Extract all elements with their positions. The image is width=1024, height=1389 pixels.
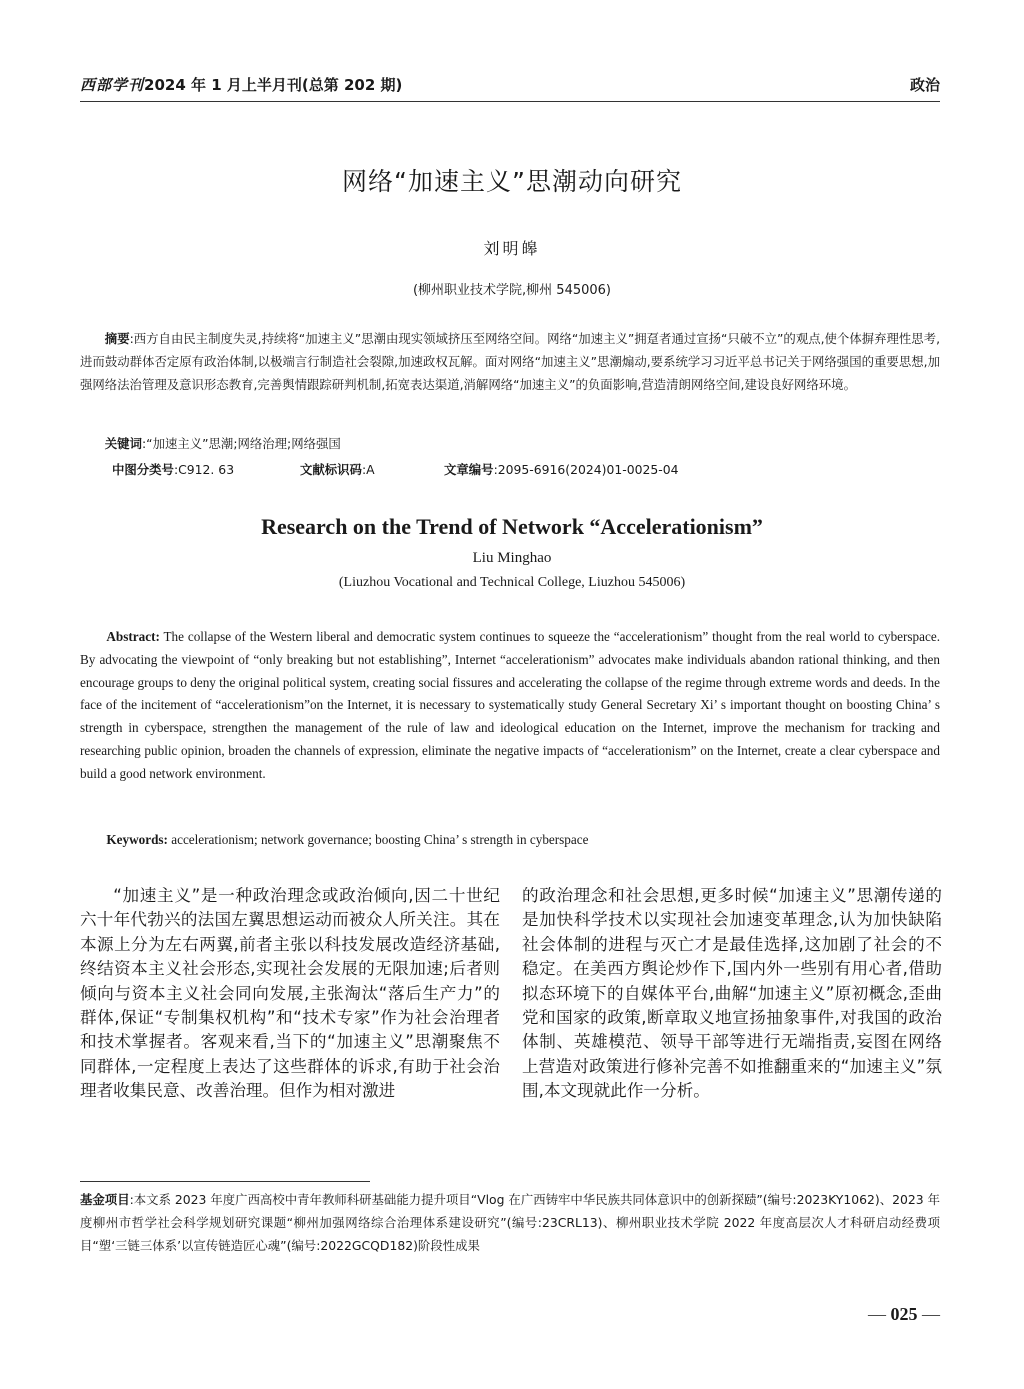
abstract-en <box>80 626 940 786</box>
body-column-right: 的政治理念和社会思想,更多时候“加速主义”思潮传递的是加快科学技术以实现社会加速变革理念,认为加快缺陷社会体制的进程与灭亡才是最佳选择,这加剧了社会的不稳定。在美西方舆论炒作下,国内外一些别有用心者,借助拟态环境下的自媒体平台,曲解“加速主义”原初概念,歪曲党和国家的政策,断章取义地宣扬抽象事件,对我国的政治体制、英雄模范、领导干部等进行无端指责,妄图在网络上营造对政策进行修补完善不如推翻重来的“加速主义”氛围,本文现就此作一分析。 <box>522 886 942 1101</box>
page-number-dash-left: — <box>868 1304 891 1324</box>
article-title-cn: 网络“加速主义”思潮动向研究 <box>342 167 682 196</box>
doc-code-value: :A <box>361 462 375 477</box>
body-column-left <box>80 884 500 1104</box>
keywords-cn-label: 关键词 <box>104 436 142 451</box>
journal-name <box>80 74 402 95</box>
keywords-cn <box>80 434 940 452</box>
keywords-cn-text: :“加速主义”思潮;网络治理;网络强国 <box>141 436 341 451</box>
page-number-dash-right: — <box>917 1304 940 1324</box>
abstract-en-label: Abstract: <box>106 629 160 644</box>
page-number <box>868 1304 940 1325</box>
article-no-label: 文章编号 <box>444 462 494 477</box>
keywords-en-text: accelerationism; network governance; boosting China’ s strength in cyberspace <box>167 832 589 847</box>
article-title-en: Research on the Trend of Network “Accelerationism” <box>261 514 763 539</box>
page-number-value: 025 <box>890 1304 918 1324</box>
article-no-value: :2095-6916(2024)01-0025-04 <box>493 462 679 477</box>
document-code <box>300 460 375 478</box>
journal-issue: 2024 年 1 月上半月刊(总第 202 期) <box>144 76 403 94</box>
clc-value: :C912. 63 <box>173 462 235 477</box>
journal-logo: 西部学刊 <box>80 76 145 94</box>
body-paragraph-left: “加速主义”是一种政治理念或政治倾向,因二十世纪六十年代勃兴的法国左翼思想运动而被众人所关注。其在本源上分为左右两翼,前者主张以科技发展改造经济基础,终结资本主义社会形态,实现社会发展的无限加速;后者则倾向与资本主义社会同向发展,主张淘汰“落后生产力”的群体,保证“专制集权机构”和“技术专家”作为社会治理者和技术掌握者。客观来看,当下的“加速主义”思潮聚焦不同群体,一定程度上表达了这些群体的诉求,有助于社会治理者收集民意、改善治理。但作为相对激进 <box>80 886 500 1101</box>
author-affiliation-cn: (柳州职业技术学院,柳州 545006) <box>412 283 612 298</box>
abstract-cn-label: 摘要 <box>104 331 130 346</box>
body-text <box>80 884 940 1174</box>
abstract-en-text: The collapse of the Western liberal and democratic system continues to squeeze the “accelerationism” thought from the real world to cyberspace. By advocating the viewpoint of “only breaking but not establishing”, Internet “accelerationism” advocates make individuals abandon rational thinking, and then encourage groups to deny the original political system, creating social fissures and accelerating the collapse of the regime through extreme words and deeds. In the face of the incitement of “accelerationism”on the Internet, it is necessary to systematically study General Secretary Xi’ s important thought on boosting China’ s strength in cyberspace, strengthen the management of the rule of law and ideological education on the Internet, improve the mechanism for tracking and researching public opinion, broaden the channels of expression, eliminate the negative impacts of “accelerationism” on the Internet, create a clear cyberspace and build a good network environment. <box>80 629 940 781</box>
author-affiliation-en: (Liuzhou Vocational and Technical College, Liuzhou 545006) <box>338 575 686 590</box>
running-header <box>80 72 940 98</box>
funding-footnote <box>80 1188 940 1257</box>
section-name: 政治 <box>909 76 940 94</box>
clc-label: 中图分类号 <box>112 462 174 477</box>
header-divider <box>80 101 940 102</box>
abstract-cn <box>80 327 940 396</box>
footnote-label: 基金项目 <box>80 1192 130 1207</box>
footnote-divider <box>80 1181 370 1182</box>
keywords-en <box>80 832 940 848</box>
abstract-cn-text: :西方自由民主制度失灵,持续将“加速主义”思潮由现实领域挤压至网络空间。网络“加速主义”拥趸者通过宣扬“只破不立”的观点,使个体摒弃理性思考,进而鼓动群体否定原有政治体制,以极端言行制造社会裂隙,加速政权瓦解。面对网络“加速主义”思潮煽动,要系统学习习近平总书记关于网络强国的重要思想,加强网络法治管理及意识形态教育,完善舆情跟踪研判机制,拓宽表达渠道,消解网络“加速主义”的负面影响,营造清朗网络空间,建设良好网络环境。 <box>80 331 941 392</box>
footnote-text: :本文系 2023 年度广西高校中青年教师科研基础能力提升项目“Vlog 在广西铸牢中华民族共同体意识中的创新探赜”(编号:2023KY1062)、2023 年度柳州市哲学社会科学规划研究课题“柳州加强网络综合治理体系建设研究”(编号:23CRL13)、柳州职业技术学院 2022 年度高层次人才科研启动经费项目“塑‘三链三体系’以宣传链造匠心魂”(编号:2022GCQD182)阶段性成果 <box>80 1192 941 1253</box>
author-name-en: Liu Minghao <box>472 550 552 566</box>
article-number <box>444 460 678 478</box>
clc-number <box>112 460 234 478</box>
doc-code-label: 文献标识码 <box>300 462 362 477</box>
author-name-cn: 刘明皞 <box>483 239 541 258</box>
keywords-en-label: Keywords: <box>106 832 168 847</box>
